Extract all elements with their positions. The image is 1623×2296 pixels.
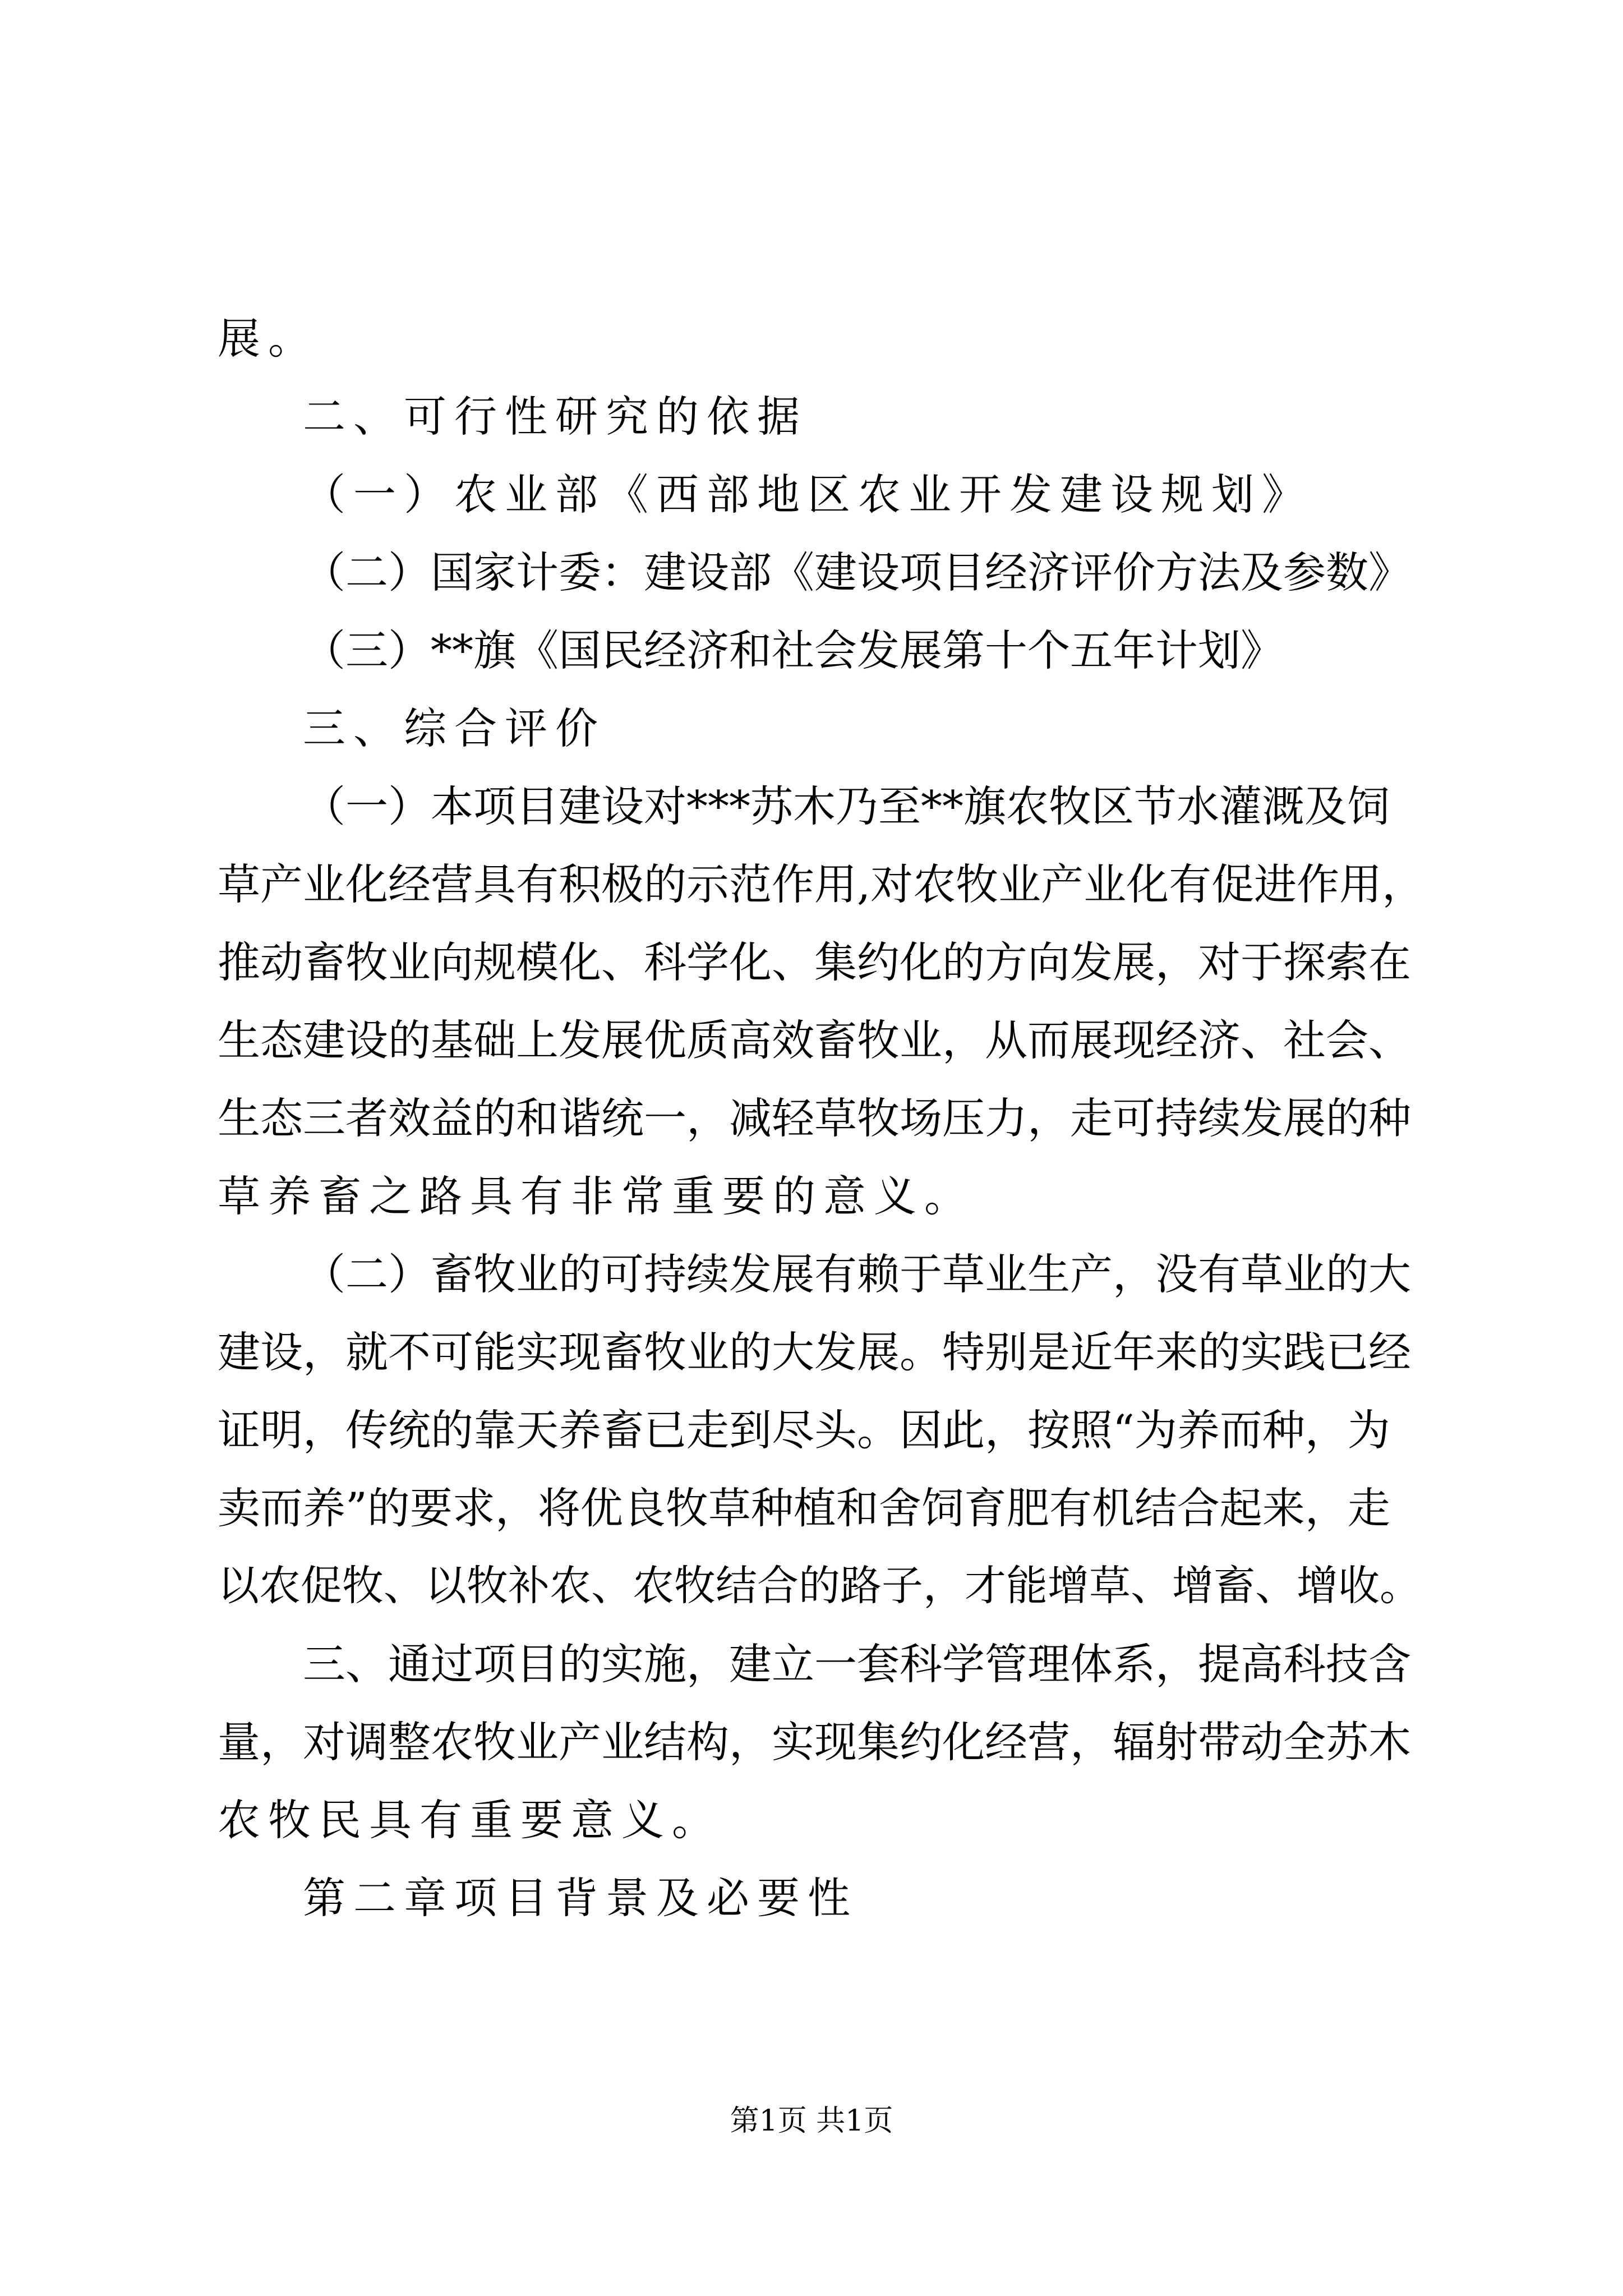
evaluation-paragraph-1-line: 草养畜之路具有非常重要的意义。 <box>218 1171 975 1221</box>
evaluation-paragraph-1-line: （一）本项目建设对***苏木乃至**旗农牧区节水灌溉及饲 <box>303 781 1390 831</box>
evaluation-paragraph-2-line: 以农促牧、以牧补农、农牧结合的路子，才能增草、增畜、增收。 <box>218 1562 1421 1610</box>
evaluation-paragraph-1-line: 生态三者效益的和谐统一，减轻草牧场压力，走可持续发展的种 <box>218 1093 1411 1143</box>
evaluation-paragraph-1-line: 草产业化经营具有积极的示范作用,对农牧业产业化有促进作用， <box>218 859 1425 909</box>
page-footer: 第1页 共1页 <box>730 2104 893 2138</box>
evaluation-paragraph-2-line: （二）畜牧业的可持续发展有赖于草业生产，没有草业的大 <box>303 1249 1411 1299</box>
evaluation-paragraph-3-line: 三、通过项目的实施，建立一套科学管理体系，提高科技含 <box>303 1639 1411 1689</box>
basis-item-2: （二）国家计委：建设部《建设项目经济评价方法及参数》 <box>303 547 1411 597</box>
section-heading-comprehensive-evaluation: 三、综合评价 <box>303 703 606 753</box>
basis-item-3: （三）**旗《国民经济和社会发展第十个五年计划》 <box>303 625 1283 675</box>
evaluation-paragraph-2-line: 建设，就不可能实现畜牧业的大发展。特别是近年来的实践已经 <box>218 1327 1411 1377</box>
basis-item-1: （一）农业部《西部地区农业开发建设规划》 <box>303 470 1312 519</box>
evaluation-paragraph-3-line: 量，对调整农牧业产业结构，实现集约化经营，辐射带动全苏木 <box>218 1717 1411 1767</box>
evaluation-paragraph-3-line: 农牧民具有重要意义。 <box>218 1795 722 1845</box>
evaluation-paragraph-1-line: 推动畜牧业向规模化、科学化、集约化的方向发展，对于探索在 <box>218 937 1411 987</box>
chapter-heading: 第二章项目背景及必要性 <box>303 1873 858 1923</box>
evaluation-paragraph-2-line: 卖而养”的要求，将优良牧草种植和舍饲育肥有机结合起来，走 <box>218 1483 1390 1533</box>
section-heading-feasibility-basis: 二、可行性研究的依据 <box>303 392 808 441</box>
evaluation-paragraph-2-line: 证明，传统的靠天养畜已走到尽头。因此，按照“为养而种，为 <box>218 1405 1390 1455</box>
evaluation-paragraph-1-line: 生态建设的基础上发展优质高效畜牧业，从而展现经济、社会、 <box>218 1015 1411 1065</box>
paragraph-continuation-line: 展。 <box>218 314 319 364</box>
